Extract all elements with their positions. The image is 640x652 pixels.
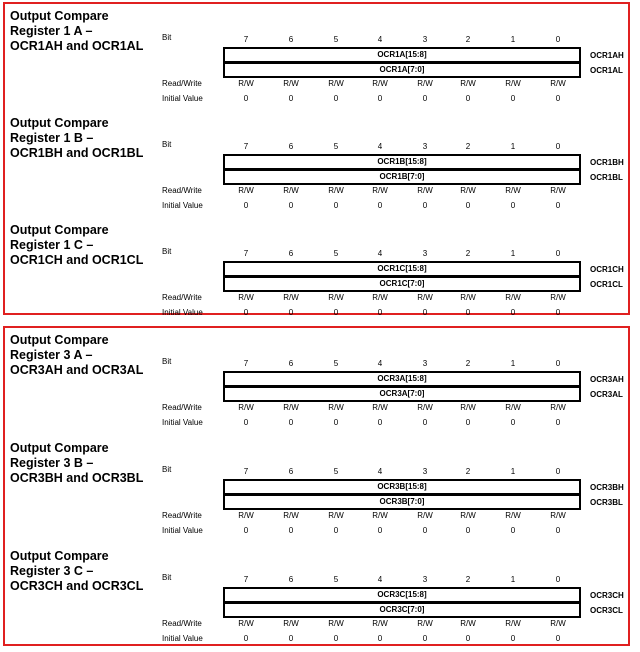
bit-access: R/W <box>417 511 433 520</box>
high-byte-field: OCR1C[15:8] <box>223 261 581 277</box>
bit-number: 0 <box>555 142 561 151</box>
low-register-name: OCR1AL <box>590 66 623 75</box>
register-title-line: Output Compare <box>10 223 109 237</box>
bit-initial-value: 0 <box>510 418 516 427</box>
bit-access: R/W <box>460 293 476 302</box>
bit-initial-value: 0 <box>510 94 516 103</box>
initial-value-label: Initial Value <box>162 418 203 427</box>
bit-number: 6 <box>288 467 294 476</box>
bit-initial-value: 0 <box>555 418 561 427</box>
initial-value-label: Initial Value <box>162 201 203 210</box>
bit-number: 3 <box>422 359 428 368</box>
bit-label: Bit <box>162 357 172 366</box>
bit-number: 7 <box>243 35 249 44</box>
high-register-name: OCR3CH <box>590 591 624 600</box>
bit-number: 2 <box>465 467 471 476</box>
bit-number: 1 <box>510 359 516 368</box>
bit-initial-value: 0 <box>288 418 294 427</box>
bit-number: 7 <box>243 359 249 368</box>
initial-value-label: Initial Value <box>162 526 203 535</box>
register-title <box>10 333 160 378</box>
register-title <box>10 116 160 161</box>
bit-initial-value: 0 <box>465 526 471 535</box>
register-title <box>10 441 160 486</box>
bit-access: R/W <box>417 619 433 628</box>
bit-access: R/W <box>283 403 299 412</box>
bit-label: Bit <box>162 33 172 42</box>
bit-initial-value: 0 <box>555 94 561 103</box>
bit-number: 3 <box>422 142 428 151</box>
bit-number: 5 <box>333 359 339 368</box>
register-title-line: Output Compare <box>10 333 109 347</box>
register-title-line: Output Compare <box>10 549 109 563</box>
bit-access: R/W <box>460 403 476 412</box>
bit-access: R/W <box>283 293 299 302</box>
bit-initial-value: 0 <box>422 526 428 535</box>
read-write-label: Read/Write <box>162 186 202 195</box>
register-title-line: Output Compare <box>10 116 109 130</box>
bit-access: R/W <box>550 511 566 520</box>
bit-number: 2 <box>465 575 471 584</box>
high-register-name: OCR1BH <box>590 158 624 167</box>
bit-number: 3 <box>422 249 428 258</box>
bit-access: R/W <box>417 186 433 195</box>
bit-access: R/W <box>550 186 566 195</box>
high-byte-field: OCR1A[15:8] <box>223 47 581 63</box>
bit-access: R/W <box>372 186 388 195</box>
bit-access: R/W <box>372 619 388 628</box>
low-byte-field: OCR3A[7:0] <box>223 386 581 402</box>
bit-initial-value: 0 <box>377 418 383 427</box>
high-register-name: OCR3BH <box>590 483 624 492</box>
bit-initial-value: 0 <box>288 634 294 643</box>
bit-initial-value: 0 <box>288 201 294 210</box>
bit-number: 7 <box>243 249 249 258</box>
bit-number: 2 <box>465 249 471 258</box>
bit-access: R/W <box>460 619 476 628</box>
bit-access: R/W <box>283 511 299 520</box>
bit-access: R/W <box>417 403 433 412</box>
low-byte-field: OCR1A[7:0] <box>223 62 581 78</box>
bit-access: R/W <box>238 619 254 628</box>
bit-number: 1 <box>510 575 516 584</box>
high-byte-field: OCR1B[15:8] <box>223 154 581 170</box>
bit-number: 5 <box>333 35 339 44</box>
bit-access: R/W <box>505 403 521 412</box>
read-write-label: Read/Write <box>162 403 202 412</box>
bit-number: 5 <box>333 142 339 151</box>
low-byte-field: OCR3B[7:0] <box>223 494 581 510</box>
register-title-line: Register 1 B – <box>10 131 94 145</box>
bit-number: 0 <box>555 575 561 584</box>
low-register-name: OCR1CL <box>590 280 623 289</box>
bit-access: R/W <box>550 79 566 88</box>
register-title-line: Register 3 B – <box>10 456 94 470</box>
bit-number: 2 <box>465 359 471 368</box>
bit-access: R/W <box>372 293 388 302</box>
register-title-line: OCR3BH and OCR3BL <box>10 471 144 485</box>
bit-access: R/W <box>328 619 344 628</box>
bit-access: R/W <box>460 186 476 195</box>
bit-number: 1 <box>510 467 516 476</box>
register-title-line: Register 3 A – <box>10 348 93 362</box>
bit-label: Bit <box>162 140 172 149</box>
bit-initial-value: 0 <box>243 526 249 535</box>
bit-number: 7 <box>243 142 249 151</box>
low-byte-field: OCR3C[7:0] <box>223 602 581 618</box>
register-title-line: Register 3 C – <box>10 564 94 578</box>
bit-access: R/W <box>550 403 566 412</box>
bit-initial-value: 0 <box>377 634 383 643</box>
bit-initial-value: 0 <box>333 308 339 317</box>
low-byte-field: OCR1B[7:0] <box>223 169 581 185</box>
register-block <box>5 441 628 541</box>
bit-initial-value: 0 <box>243 94 249 103</box>
bit-initial-value: 0 <box>465 308 471 317</box>
bit-initial-value: 0 <box>422 201 428 210</box>
bit-number: 6 <box>288 359 294 368</box>
read-write-label: Read/Write <box>162 293 202 302</box>
bit-number: 2 <box>465 35 471 44</box>
register-block <box>5 116 628 216</box>
bit-initial-value: 0 <box>243 201 249 210</box>
read-write-label: Read/Write <box>162 619 202 628</box>
bit-initial-value: 0 <box>465 94 471 103</box>
bit-access: R/W <box>328 403 344 412</box>
bit-access: R/W <box>460 511 476 520</box>
bit-number: 5 <box>333 467 339 476</box>
bit-access: R/W <box>238 186 254 195</box>
bit-number: 1 <box>510 35 516 44</box>
register-group-timer3 <box>3 326 630 646</box>
high-byte-field: OCR3B[15:8] <box>223 479 581 495</box>
bit-initial-value: 0 <box>465 634 471 643</box>
register-title-line: OCR1BH and OCR1BL <box>10 146 144 160</box>
bit-access: R/W <box>328 79 344 88</box>
read-write-label: Read/Write <box>162 511 202 520</box>
bit-number: 2 <box>465 142 471 151</box>
bit-number: 6 <box>288 35 294 44</box>
bit-initial-value: 0 <box>555 201 561 210</box>
bit-initial-value: 0 <box>288 308 294 317</box>
bit-initial-value: 0 <box>555 308 561 317</box>
low-register-name: OCR3CL <box>590 606 623 615</box>
initial-value-label: Initial Value <box>162 94 203 103</box>
bit-access: R/W <box>372 79 388 88</box>
bit-initial-value: 0 <box>510 526 516 535</box>
bit-access: R/W <box>372 403 388 412</box>
register-title <box>10 549 160 594</box>
register-block <box>5 9 628 109</box>
bit-access: R/W <box>328 186 344 195</box>
bit-number: 4 <box>377 249 383 258</box>
bit-initial-value: 0 <box>465 201 471 210</box>
low-register-name: OCR3AL <box>590 390 623 399</box>
bit-initial-value: 0 <box>333 94 339 103</box>
bit-access: R/W <box>417 293 433 302</box>
bit-access: R/W <box>505 619 521 628</box>
bit-access: R/W <box>238 511 254 520</box>
high-register-name: OCR3AH <box>590 375 624 384</box>
register-title-line: OCR3AH and OCR3AL <box>10 363 144 377</box>
bit-number: 1 <box>510 142 516 151</box>
bit-number: 6 <box>288 142 294 151</box>
bit-number: 3 <box>422 35 428 44</box>
bit-access: R/W <box>372 511 388 520</box>
bit-initial-value: 0 <box>243 634 249 643</box>
bit-initial-value: 0 <box>510 201 516 210</box>
bit-initial-value: 0 <box>422 634 428 643</box>
bit-initial-value: 0 <box>377 526 383 535</box>
bit-number: 1 <box>510 249 516 258</box>
bit-number: 4 <box>377 35 383 44</box>
bit-initial-value: 0 <box>333 526 339 535</box>
high-register-name: OCR1AH <box>590 51 624 60</box>
bit-initial-value: 0 <box>377 308 383 317</box>
bit-initial-value: 0 <box>243 308 249 317</box>
bit-access: R/W <box>550 293 566 302</box>
bit-initial-value: 0 <box>333 418 339 427</box>
bit-access: R/W <box>417 79 433 88</box>
high-byte-field: OCR3A[15:8] <box>223 371 581 387</box>
bit-access: R/W <box>505 293 521 302</box>
bit-number: 7 <box>243 575 249 584</box>
bit-label: Bit <box>162 247 172 256</box>
bit-label: Bit <box>162 465 172 474</box>
initial-value-label: Initial Value <box>162 308 203 317</box>
bit-number: 7 <box>243 467 249 476</box>
bit-initial-value: 0 <box>377 94 383 103</box>
register-block <box>5 549 628 649</box>
bit-initial-value: 0 <box>555 634 561 643</box>
bit-access: R/W <box>505 186 521 195</box>
bit-number: 4 <box>377 575 383 584</box>
bit-access: R/W <box>283 186 299 195</box>
bit-number: 5 <box>333 575 339 584</box>
low-byte-field: OCR1C[7:0] <box>223 276 581 292</box>
bit-initial-value: 0 <box>465 418 471 427</box>
bit-initial-value: 0 <box>510 308 516 317</box>
bit-number: 0 <box>555 35 561 44</box>
bit-label: Bit <box>162 573 172 582</box>
initial-value-label: Initial Value <box>162 634 203 643</box>
register-block <box>5 333 628 433</box>
bit-access: R/W <box>238 403 254 412</box>
bit-number: 4 <box>377 142 383 151</box>
low-register-name: OCR1BL <box>590 173 623 182</box>
bit-number: 4 <box>377 359 383 368</box>
bit-number: 0 <box>555 467 561 476</box>
bit-initial-value: 0 <box>333 634 339 643</box>
bit-number: 4 <box>377 467 383 476</box>
bit-number: 0 <box>555 249 561 258</box>
register-group-timer1 <box>3 2 630 315</box>
register-title-line: Register 1 C – <box>10 238 94 252</box>
read-write-label: Read/Write <box>162 79 202 88</box>
bit-access: R/W <box>550 619 566 628</box>
register-title-line: OCR3CH and OCR3CL <box>10 579 144 593</box>
register-title-line: Output Compare <box>10 9 109 23</box>
low-register-name: OCR3BL <box>590 498 623 507</box>
bit-access: R/W <box>505 511 521 520</box>
bit-number: 0 <box>555 359 561 368</box>
high-register-name: OCR1CH <box>590 265 624 274</box>
high-byte-field: OCR3C[15:8] <box>223 587 581 603</box>
bit-number: 6 <box>288 249 294 258</box>
bit-number: 5 <box>333 249 339 258</box>
bit-access: R/W <box>283 619 299 628</box>
bit-initial-value: 0 <box>555 526 561 535</box>
bit-access: R/W <box>460 79 476 88</box>
register-title-line: OCR1CH and OCR1CL <box>10 253 144 267</box>
bit-initial-value: 0 <box>422 308 428 317</box>
bit-initial-value: 0 <box>510 634 516 643</box>
register-title-line: Register 1 A – <box>10 24 93 38</box>
bit-access: R/W <box>283 79 299 88</box>
bit-initial-value: 0 <box>422 94 428 103</box>
bit-initial-value: 0 <box>288 94 294 103</box>
bit-initial-value: 0 <box>377 201 383 210</box>
bit-initial-value: 0 <box>422 418 428 427</box>
bit-initial-value: 0 <box>288 526 294 535</box>
bit-access: R/W <box>238 293 254 302</box>
register-title-line: OCR1AH and OCR1AL <box>10 39 144 53</box>
register-title <box>10 9 160 54</box>
bit-number: 3 <box>422 467 428 476</box>
bit-initial-value: 0 <box>333 201 339 210</box>
bit-access: R/W <box>238 79 254 88</box>
bit-access: R/W <box>505 79 521 88</box>
bit-number: 6 <box>288 575 294 584</box>
bit-access: R/W <box>328 511 344 520</box>
bit-access: R/W <box>328 293 344 302</box>
register-block <box>5 223 628 323</box>
bit-number: 3 <box>422 575 428 584</box>
register-title <box>10 223 160 268</box>
register-title-line: Output Compare <box>10 441 109 455</box>
bit-initial-value: 0 <box>243 418 249 427</box>
